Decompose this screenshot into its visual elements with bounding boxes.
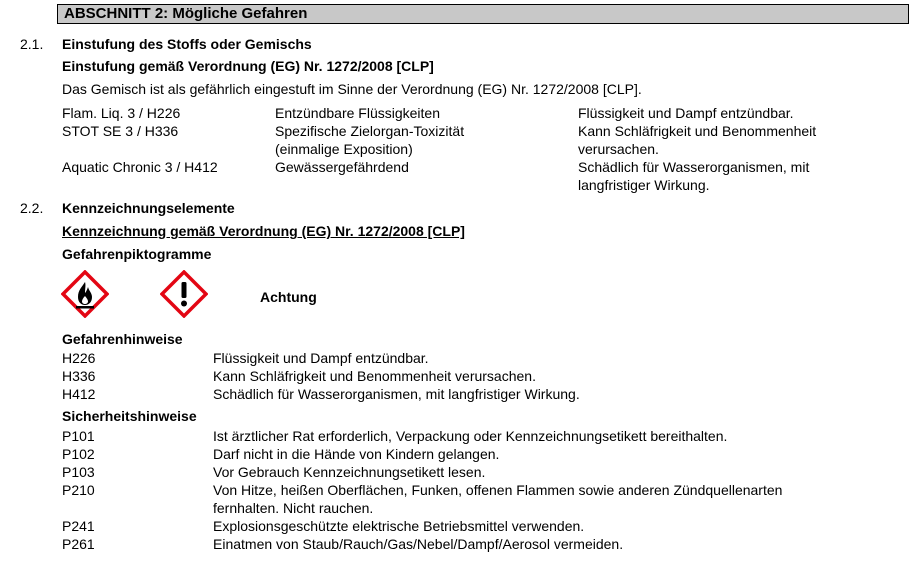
pictograms-heading: Gefahrenpiktogramme [62, 246, 212, 262]
hazard-code: H226 [62, 350, 96, 366]
precautionary-statements-heading: Sicherheitshinweise [62, 408, 197, 424]
class-name: Gewässergefährdend [275, 159, 409, 175]
section-number-2-2: 2.2. [20, 200, 44, 216]
precaution-code: P241 [62, 518, 95, 534]
precaution-text: Vor Gebrauch Kennzeichnungsetikett lesen. [213, 464, 486, 480]
hazard-code: H412 [62, 386, 96, 402]
precaution-text: Von Hitze, heißen Oberflächen, Funken, offenen Flammen sowie anderen Zündquellenarten [213, 482, 783, 498]
precaution-text: Darf nicht in die Hände von Kindern gelangen. [213, 446, 500, 462]
hazard-code: H336 [62, 368, 96, 384]
section-header-bar [57, 4, 909, 24]
precaution-code: P210 [62, 482, 95, 498]
precaution-code: P101 [62, 428, 95, 444]
hazard-text: Schädlich für Wasserorganismen, mit langfristiger Wirkung. [213, 386, 580, 402]
hazard-statements-heading: Gefahrenhinweise [62, 331, 183, 347]
classification-heading: Einstufung des Stoffs oder Gemischs [62, 36, 312, 52]
classification-subheading: Einstufung gemäß Verordnung (EG) Nr. 1272/2008 [CLP] [62, 58, 434, 74]
precaution-text: Explosionsgeschützte elektrische Betriebsmittel verwenden. [213, 518, 585, 534]
classification-intro: Das Gemisch ist als gefährlich eingestuft im Sinne der Verordnung (EG) Nr. 1272/2008 [CLP]. [62, 81, 642, 97]
precaution-text: Ist ärztlicher Rat erforderlich, Verpackung oder Kennzeichnungsetikett bereithalten. [213, 428, 728, 444]
class-statement-line2: langfristiger Wirkung. [578, 177, 710, 193]
signal-word: Achtung [260, 289, 317, 305]
hazard-text: Kann Schläfrigkeit und Benommenheit verursachen. [213, 368, 536, 384]
class-name: Spezifische Zielorgan-Toxizität [275, 123, 465, 139]
class-name: Entzündbare Flüssigkeiten [275, 105, 440, 121]
precaution-text: Einatmen von Staub/Rauch/Gas/Nebel/Dampf/Aerosol vermeiden. [213, 536, 624, 552]
pictogram-exclamation [160, 270, 208, 321]
exclamation-mark-icon [160, 270, 208, 318]
hazard-text: Flüssigkeit und Dampf entzündbar. [213, 350, 429, 366]
section-number-2-1: 2.1. [20, 36, 44, 52]
class-statement-line2: verursachen. [578, 141, 659, 157]
class-statement: Kann Schläfrigkeit und Benommenheit [578, 123, 817, 139]
class-statement: Schädlich für Wasserorganismen, mit [578, 159, 810, 175]
class-code: STOT SE 3 / H336 [62, 123, 179, 139]
precaution-code: P102 [62, 446, 95, 462]
flame-icon [61, 270, 109, 318]
precaution-code: P261 [62, 536, 95, 552]
class-code: Aquatic Chronic 3 / H412 [62, 159, 218, 175]
precaution-code: P103 [62, 464, 95, 480]
class-statement: Flüssigkeit und Dampf entzündbar. [578, 105, 794, 121]
precaution-text-line2: fernhalten. Nicht rauchen. [213, 500, 374, 516]
labelling-subheading: Kennzeichnung gemäß Verordnung (EG) Nr. 1272/2008 [CLP] [62, 223, 465, 239]
class-name-line2: (einmalige Exposition) [275, 141, 413, 157]
section-title: ABSCHNITT 2: Mögliche Gefahren [64, 5, 308, 22]
class-code: Flam. Liq. 3 / H226 [62, 105, 181, 121]
labelling-heading: Kennzeichnungselemente [62, 200, 235, 216]
pictogram-flame [61, 270, 109, 321]
